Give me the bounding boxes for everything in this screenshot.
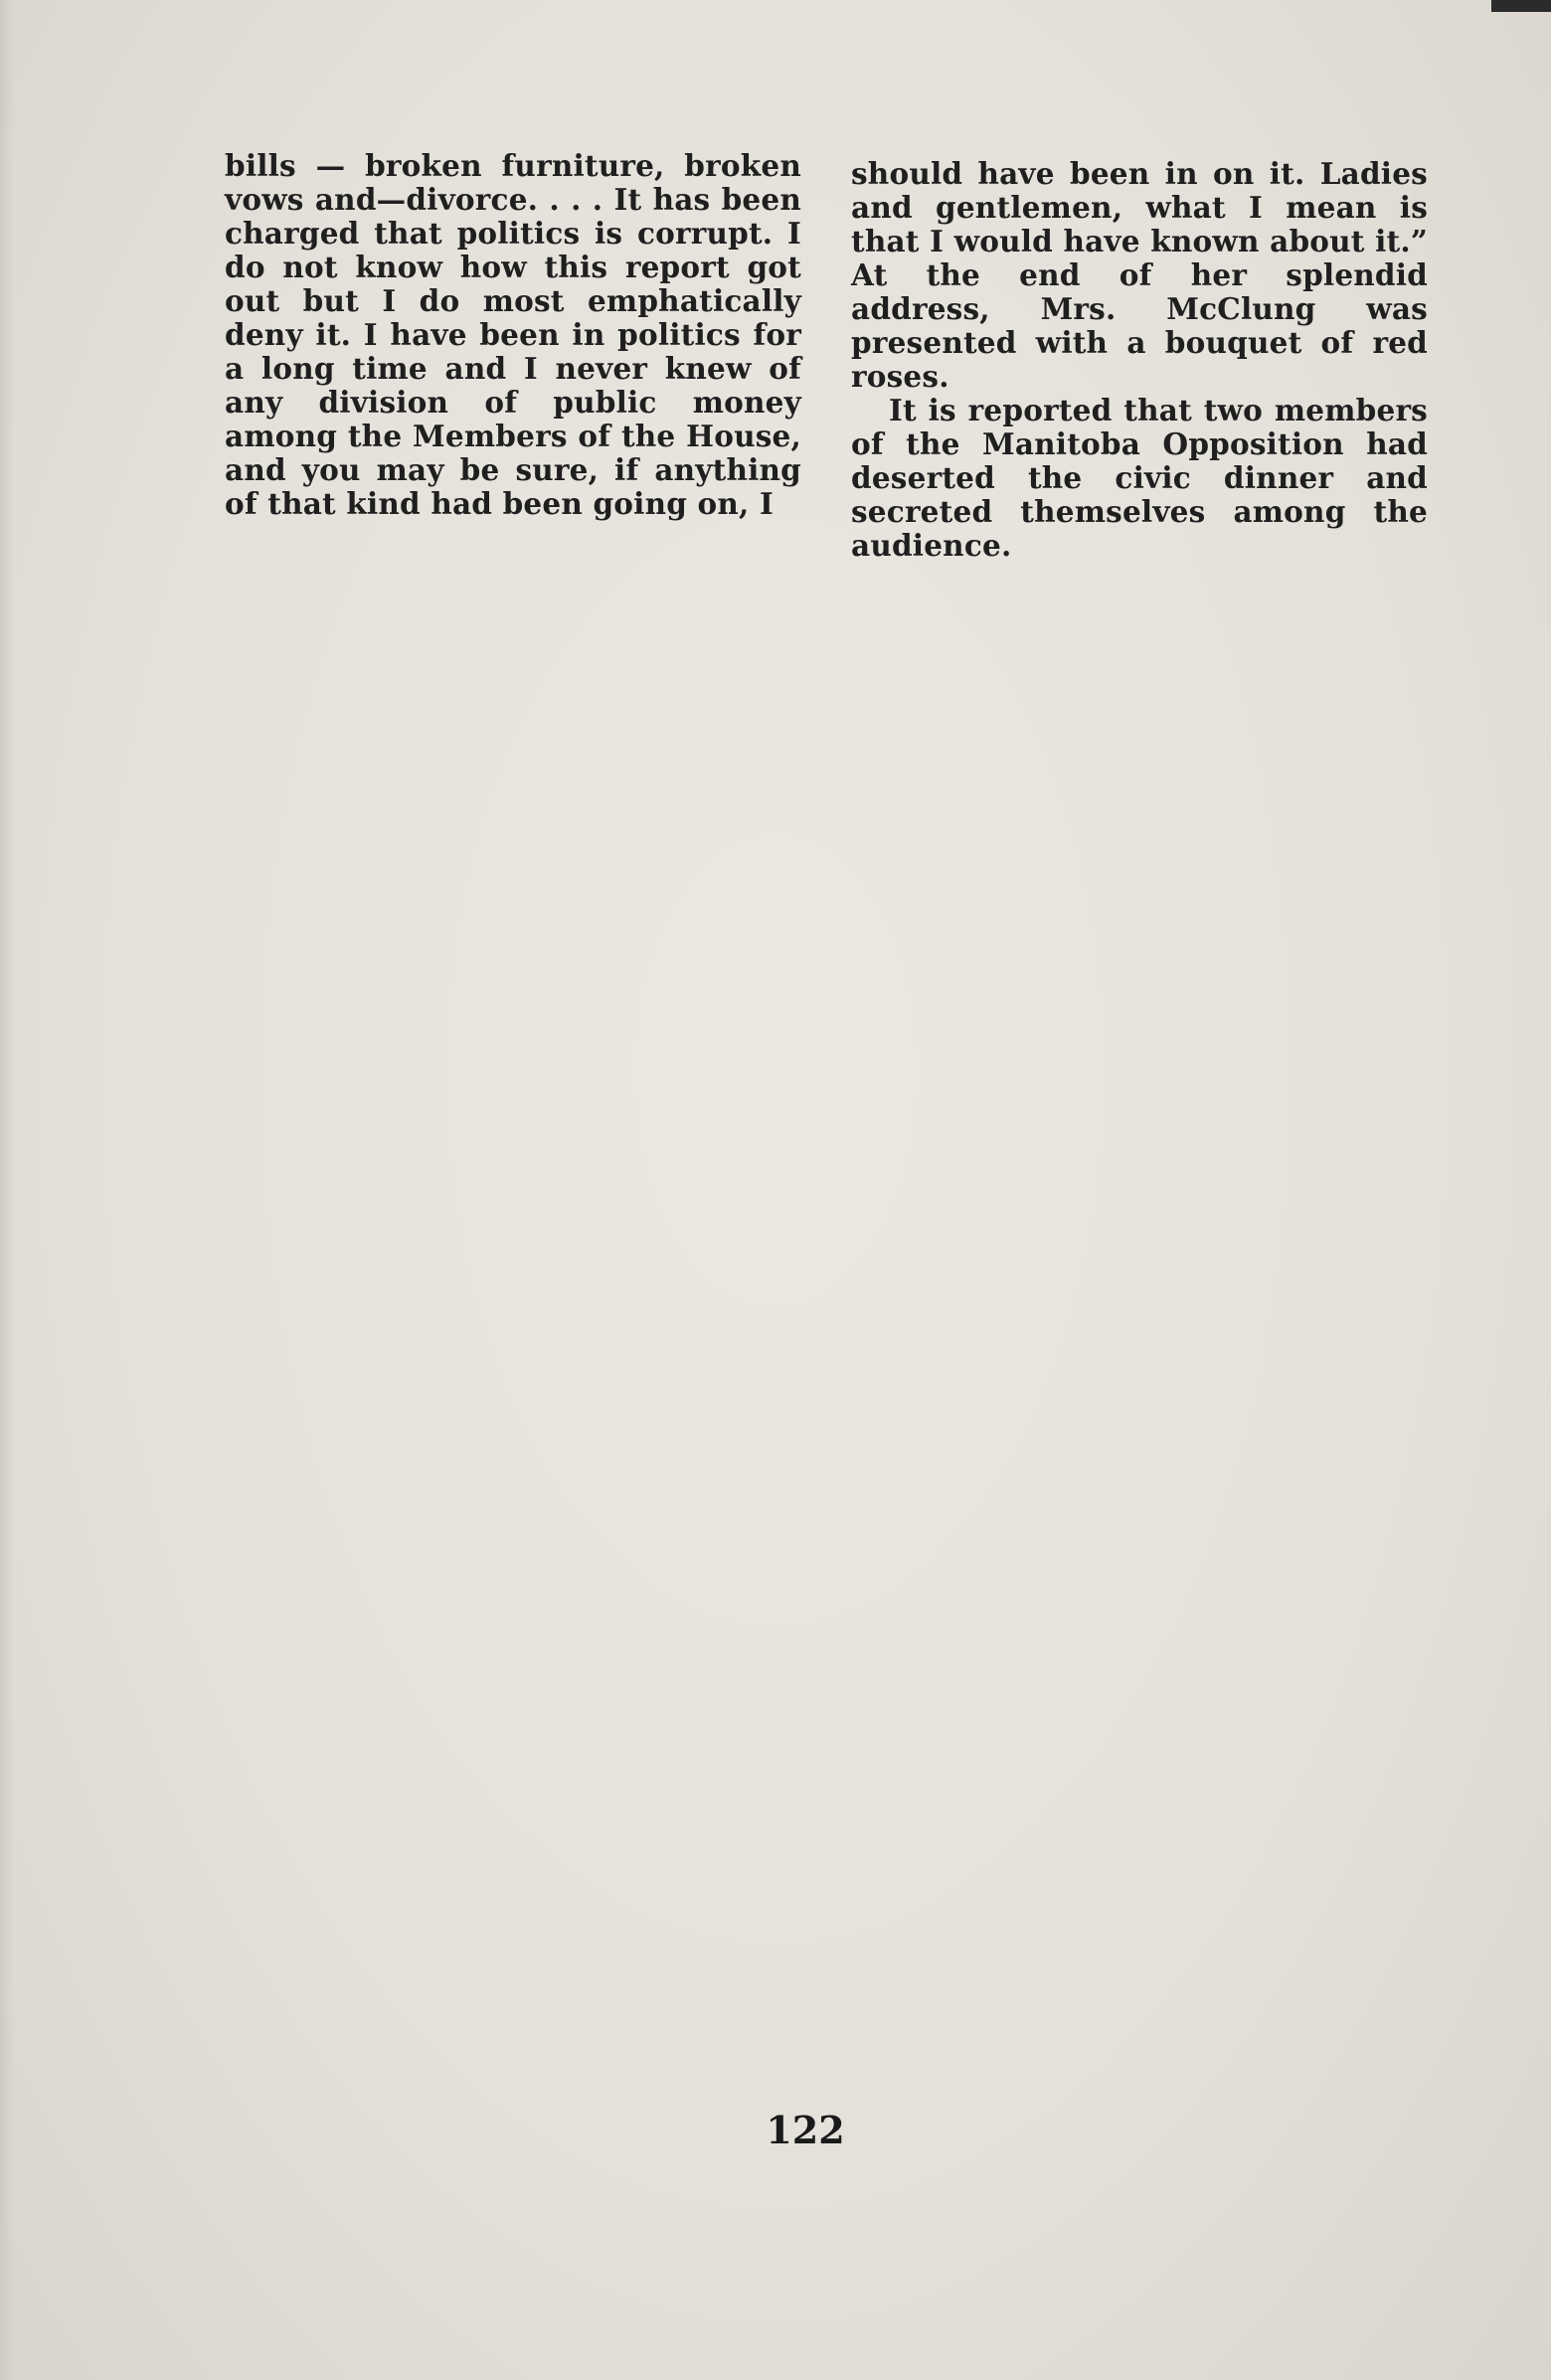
right-paragraph-2: It is reported that two members of the Manitoba Opposition had deserted the civic dinner and secreted themselves among the audience. bbox=[851, 393, 1428, 563]
page-edge-shadow bbox=[0, 0, 14, 2380]
page-number: 122 bbox=[766, 2108, 845, 2152]
page-corner-dark bbox=[1491, 0, 1551, 12]
right-paragraph-1: should have been in on it. Ladies and gentlemen, what I mean is that I would have known about it.” At the end of her splendid address, Mrs. McClung was presented with a bouquet of red roses. bbox=[851, 156, 1428, 394]
right-text-column bbox=[851, 157, 1428, 563]
left-text-column bbox=[225, 149, 801, 521]
left-paragraph: bills — broken furniture, broken vows and—divorce. . . . It has been charged that politics is corrupt. I do not know how this report got out but I do most emphatically deny it. I have been in politics for a long time and I never knew of any division of public money among the Members of the House, and you may be sure, if anything of that kind had been going on, I bbox=[225, 148, 801, 521]
